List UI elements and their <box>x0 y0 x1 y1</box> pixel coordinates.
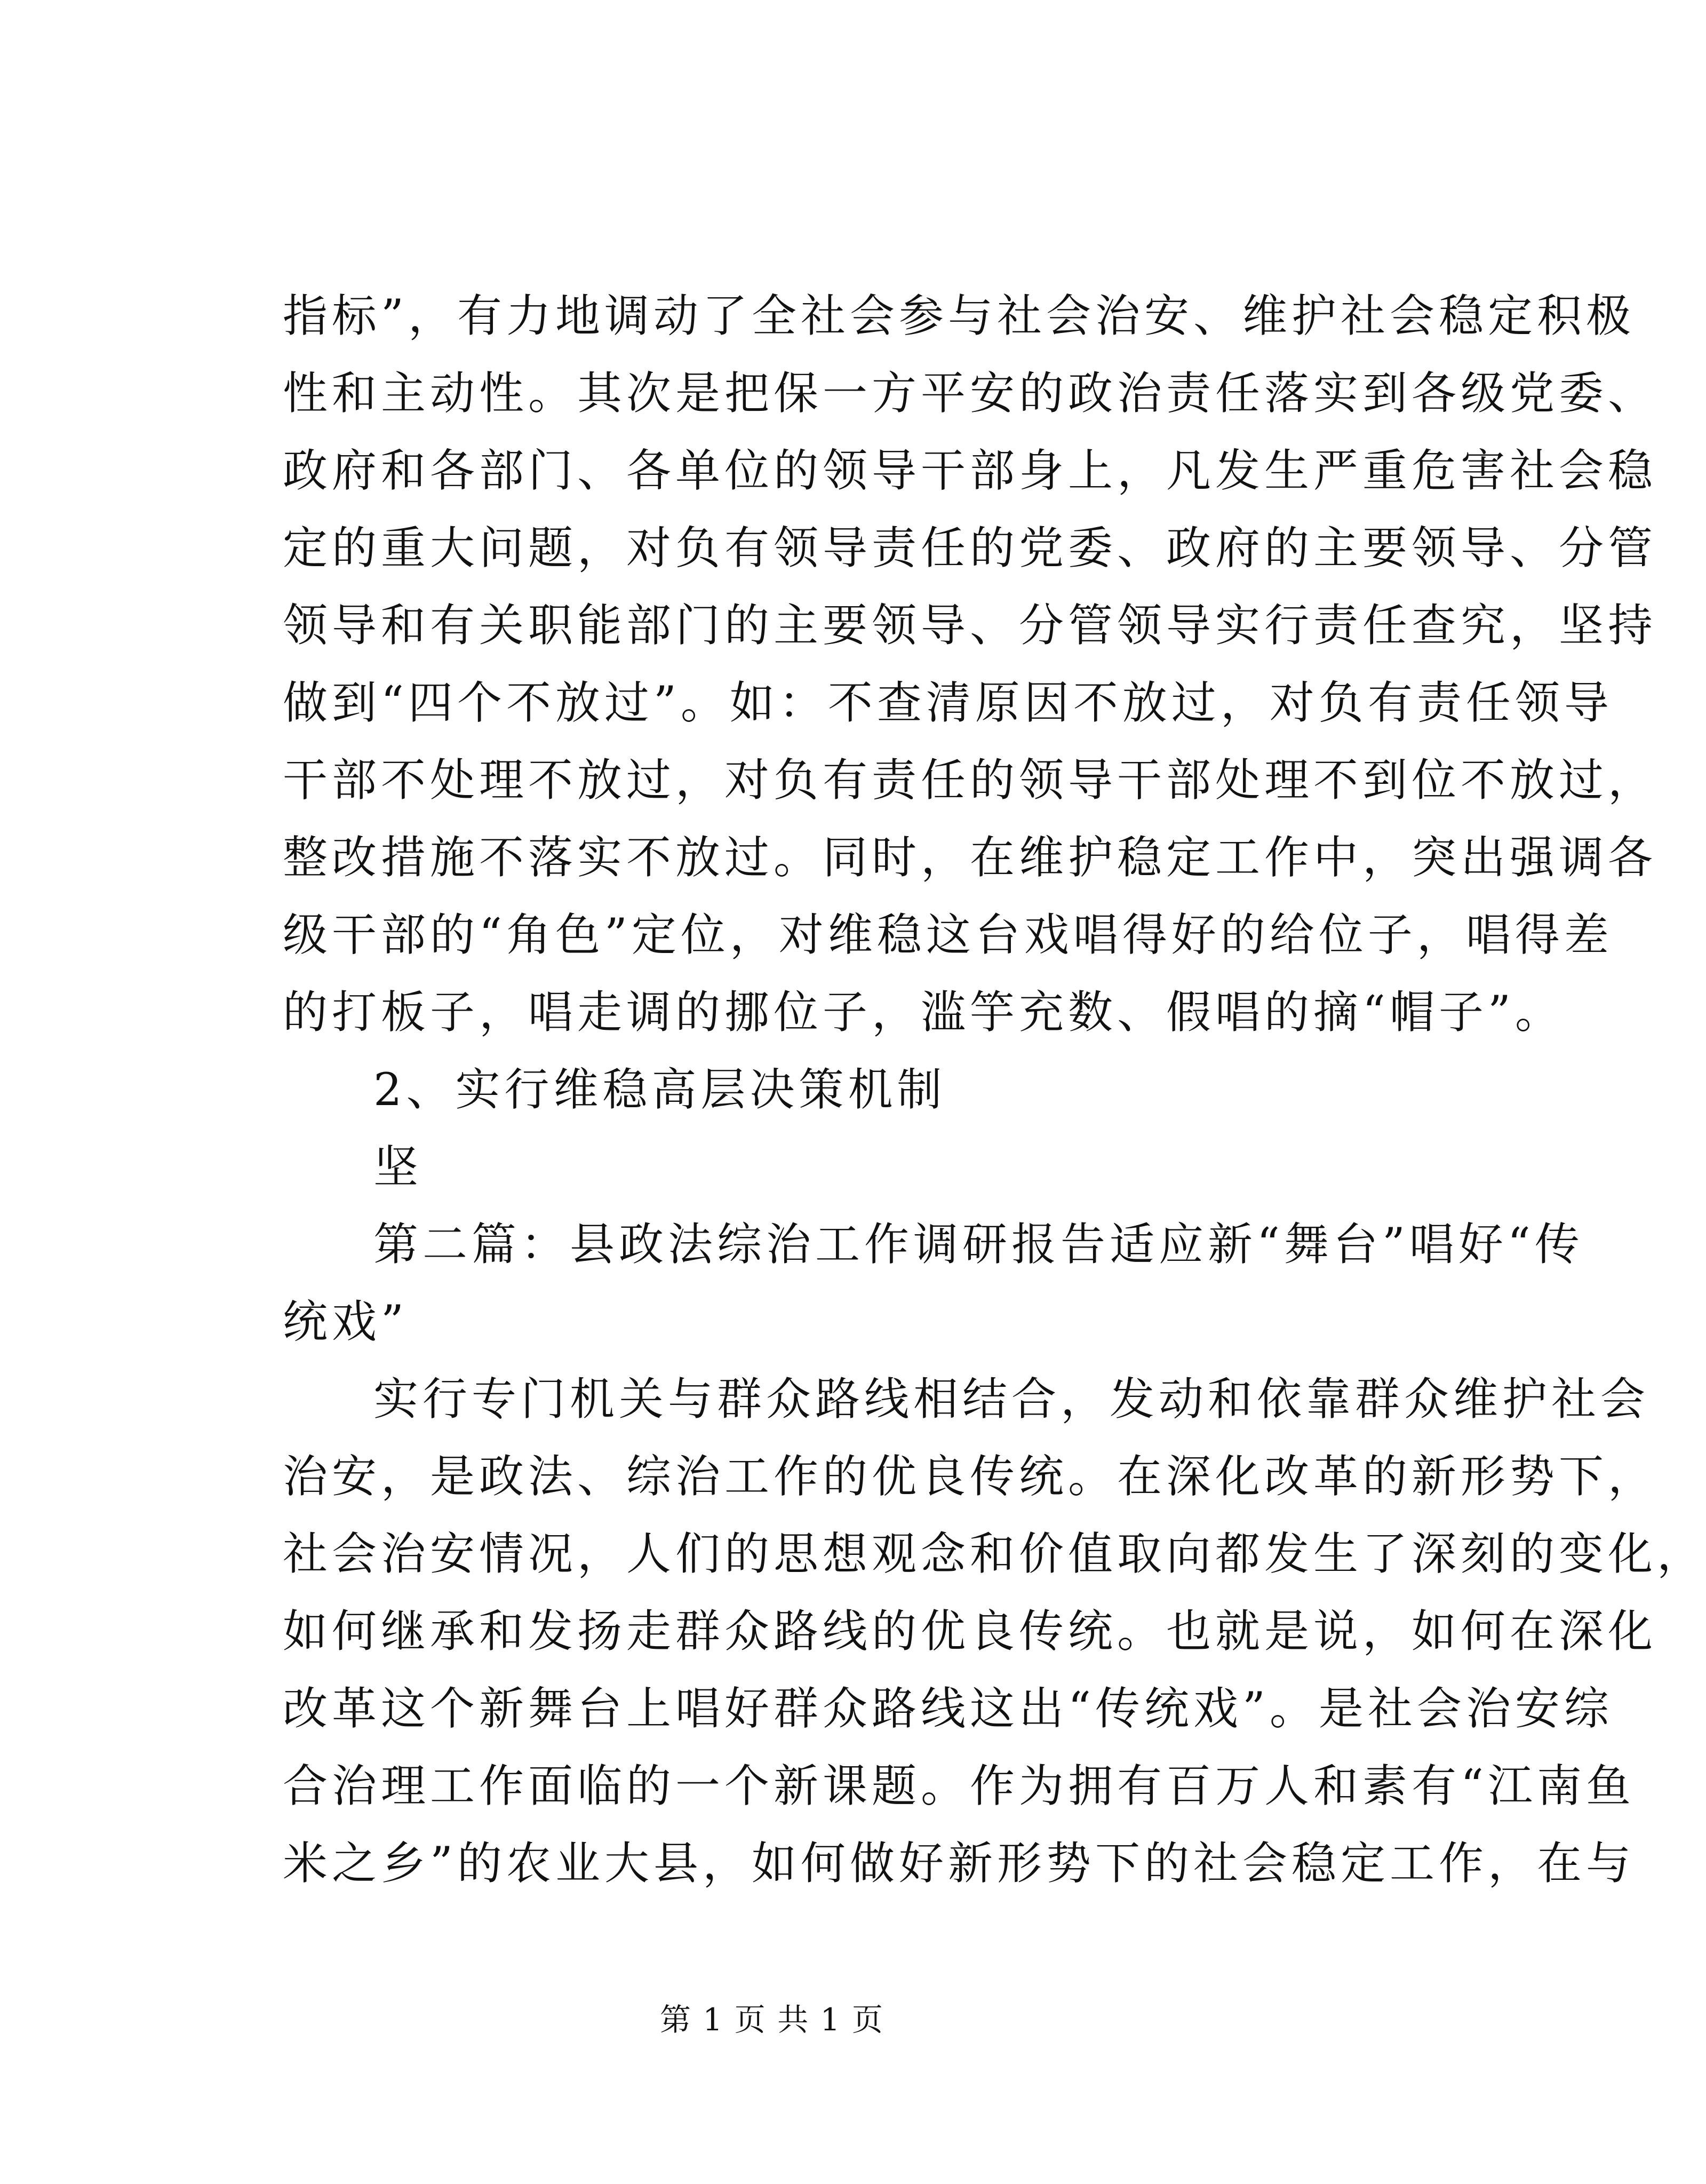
text-line: 做到“四个不放过”。如：不查清原因不放过，对负有责任领导 <box>283 677 1613 729</box>
text-line: 第二篇：县政法综治工作调研报告适应新“舞台”唱好“传 <box>373 1218 1584 1270</box>
text-line: 坚 <box>373 1141 423 1193</box>
text-line: 干部不处理不放过，对负有责任的领导干部处理不到位不放过， <box>283 754 1657 806</box>
text-line: 实行专门机关与群众路线相结合，发动和依靠群众维护社会 <box>373 1373 1650 1425</box>
text-line: 2、实行维稳高层决策机制 <box>373 1063 946 1116</box>
text-line: 米之乡”的农业大县，如何做好新形势下的社会稳定工作，在与 <box>283 1837 1635 1889</box>
text-line: 改革这个新舞台上唱好群众路线这出“传统戏”。是社会治安综 <box>283 1682 1613 1735</box>
text-line: 统戏” <box>283 1296 408 1348</box>
text-line: 性和主动性。其次是把保一方平安的政治责任落实到各级党委、 <box>283 367 1657 419</box>
text-line: 合治理工作面临的一个新课题。作为拥有百万人和素有“江南鱼 <box>283 1760 1635 1812</box>
document-body <box>283 277 1706 1902</box>
text-line: 定的重大问题，对负有领导责任的党委、政府的主要领导、分管 <box>283 522 1657 574</box>
text-line: 整改措施不落实不放过。同时，在维护稳定工作中，突出强调各 <box>283 831 1657 884</box>
text-line: 治安，是政法、综治工作的优良传统。在深化改革的新形势下， <box>283 1450 1657 1503</box>
text-line: 指标”，有力地调动了全社会参与社会治安、维护社会稳定积极 <box>283 290 1635 342</box>
text-line: 社会治安情况，人们的思想观念和价值取向都发生了深刻的变化， <box>283 1528 1706 1580</box>
page-footer: 第 1 页 共 1 页 <box>660 2002 884 2038</box>
text-line: 的打板子，唱走调的挪位子，滥竽充数、假唱的摘“帽子”。 <box>283 986 1564 1038</box>
text-line: 如何继承和发扬走群众路线的优良传统。也就是说，如何在深化 <box>283 1605 1657 1657</box>
text-line: 领导和有关职能部门的主要领导、分管领导实行责任查究，坚持 <box>283 599 1657 652</box>
text-line: 级干部的“角色”定位，对维稳这台戏唱得好的给位子，唱得差 <box>283 909 1613 961</box>
text-line: 政府和各部门、各单位的领导干部身上，凡发生严重危害社会稳 <box>283 444 1657 497</box>
